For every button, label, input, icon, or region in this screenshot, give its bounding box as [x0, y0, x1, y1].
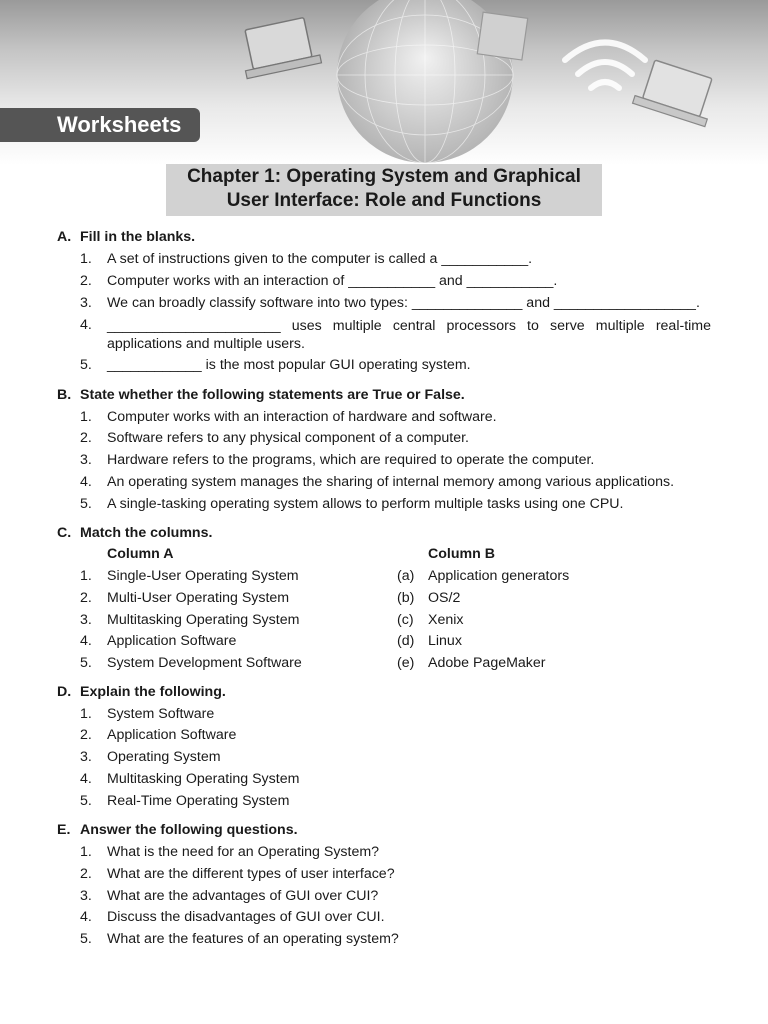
item-number: 5.: [80, 931, 92, 947]
item-text: Computer works with an interaction of ___________ and ___________.: [107, 273, 558, 289]
option-letter: (b): [397, 590, 415, 606]
item-number: 4.: [80, 633, 92, 649]
item-number: 2.: [80, 273, 92, 289]
item-number: 3.: [80, 749, 92, 765]
item-number: 4.: [80, 474, 92, 490]
laptop-icon: [633, 58, 720, 127]
item-text: What is the need for an Operating System?: [107, 844, 380, 860]
item-text: What are the advantages of GUI over CUI?: [107, 888, 379, 904]
item-text: System Software: [107, 706, 215, 722]
chapter-title-line-2: User Interface: Role and Functions: [226, 190, 542, 211]
worksheets-tag: Worksheets: [0, 108, 200, 142]
item-number: 4.: [80, 771, 92, 787]
item-text: ____________ is the most popular GUI operating system.: [107, 357, 471, 373]
tablet-icon: [477, 12, 527, 60]
column-b-text: Xenix: [428, 612, 464, 628]
option-letter: (a): [397, 568, 415, 584]
chapter-title: [166, 164, 602, 216]
wifi-icon: [565, 43, 645, 89]
section-title: Answer the following questions.: [80, 822, 298, 838]
item-number: 1.: [80, 844, 92, 860]
item-text: Discuss the disadvantages of GUI over CUI.: [107, 909, 385, 925]
item-text: Application Software: [107, 727, 237, 743]
option-letter: (d): [397, 633, 415, 649]
item-number: 5.: [80, 655, 92, 671]
column-b-text: Linux: [428, 633, 462, 649]
item-number: 5.: [80, 496, 92, 512]
item-text: Real-Time Operating System: [107, 793, 290, 809]
column-b-header: Column B: [428, 546, 495, 562]
item-number: 2.: [80, 727, 92, 743]
item-text: An operating system manages the sharing of internal memory among various applications.: [107, 474, 675, 490]
section-letter: B.: [57, 387, 72, 403]
item-text: ______________________ uses multiple central processors to serve multiple real-time applications and multiple users.: [107, 318, 711, 352]
section-letter: C.: [57, 525, 72, 541]
column-b-text: Adobe PageMaker: [428, 655, 546, 671]
option-letter: (c): [397, 612, 414, 628]
item-number: 1.: [80, 706, 92, 722]
item-text: What are the different types of user interface?: [107, 866, 395, 882]
column-b-text: OS/2: [428, 590, 461, 606]
section-title: Fill in the blanks.: [80, 229, 196, 245]
item-number: 2.: [80, 590, 92, 606]
item-number: 2.: [80, 866, 92, 882]
item-text: A single-tasking operating system allows to perform multiple tasks using one CPU.: [107, 496, 624, 512]
item-number: 1.: [80, 568, 92, 584]
item-number: 1.: [80, 251, 92, 267]
item-text: What are the features of an operating system?: [107, 931, 399, 947]
item-text: Hardware refers to the programs, which are required to operate the computer.: [107, 452, 595, 468]
column-a-text: Multi-User Operating System: [107, 590, 290, 606]
item-text: A set of instructions given to the computer is called a ___________.: [107, 251, 533, 267]
column-a-header: Column A: [107, 546, 174, 562]
item-text: Software refers to any physical component of a computer.: [107, 430, 469, 446]
section-letter: D.: [57, 684, 72, 700]
item-text: Computer works with an interaction of hardware and software.: [107, 409, 497, 425]
item-number: 3.: [80, 888, 92, 904]
section-letter: A.: [57, 229, 72, 245]
item-text: Multitasking Operating System: [107, 771, 300, 787]
item-number: 4.: [80, 909, 92, 925]
item-text: Operating System: [107, 749, 221, 765]
item-number: 4.: [80, 317, 92, 333]
section-title: Explain the following.: [80, 684, 226, 700]
item-number: 3.: [80, 295, 92, 311]
item-number: 5.: [80, 793, 92, 809]
column-b-text: Application generators: [428, 568, 570, 584]
item-number: 5.: [80, 357, 92, 373]
item-number: 1.: [80, 409, 92, 425]
section-title: State whether the following statements are True or False.: [80, 387, 465, 403]
item-text: We can broadly classify software into two types: ______________ and __________________.: [107, 295, 700, 311]
section-letter: E.: [57, 822, 71, 838]
item-number: 3.: [80, 452, 92, 468]
column-a-text: Multitasking Operating System: [107, 612, 300, 628]
item-number: 3.: [80, 612, 92, 628]
column-a-text: Application Software: [107, 633, 237, 649]
chapter-title-line-1: Chapter 1: Operating System and Graphical: [187, 166, 581, 187]
item-number: 2.: [80, 430, 92, 446]
laptop-icon: [237, 16, 321, 79]
column-a-text: System Development Software: [107, 655, 302, 671]
column-a-text: Single-User Operating System: [107, 568, 299, 584]
section-title: Match the columns.: [80, 525, 213, 541]
option-letter: (e): [397, 655, 415, 671]
